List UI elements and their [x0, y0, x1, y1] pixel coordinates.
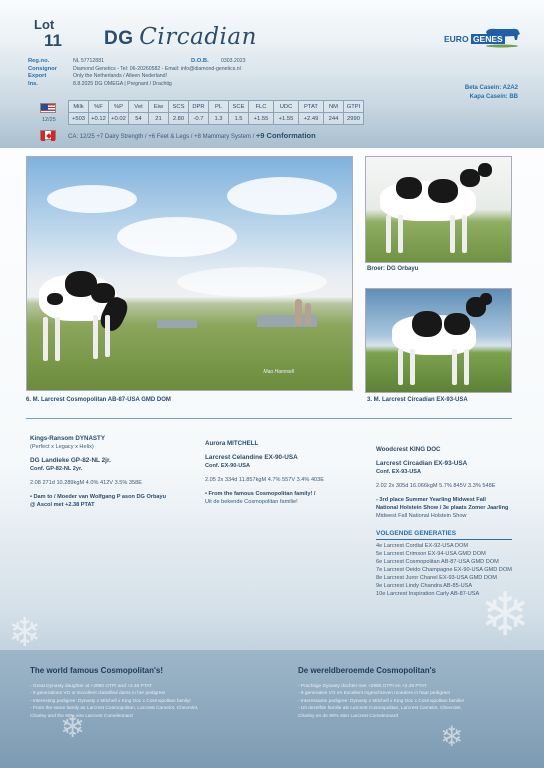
list-item: 4e Larcrest Cordial EX-92-USA DOM: [376, 542, 469, 549]
beta-casein: Beta Casein: A2A2: [464, 85, 518, 91]
page-title: [104, 24, 257, 50]
index-header: Vet: [129, 101, 149, 113]
index-header: FLC: [249, 101, 274, 113]
index-value: +503: [69, 113, 89, 125]
index-value: 1.5: [229, 113, 249, 125]
title-prefix: DG: [104, 28, 134, 49]
photo-watermark: Mao Hannsell: [263, 369, 294, 375]
index-header-row: [69, 101, 364, 113]
us-flag-icon: [40, 103, 56, 113]
ins-label: Ins.: [28, 80, 38, 87]
brother-photo: [365, 156, 512, 263]
us-index-table: [68, 100, 364, 125]
granddam-column: [205, 440, 365, 506]
footer-line: - Great Dynasty daughter at +2990 GTPI and +2.49 PTAT: [30, 684, 153, 689]
footer-line: - From the same family as Larcrest Cosmopolitan, Larcrest Camelot, Chevrolet,: [30, 706, 199, 712]
index-header: GTPI: [344, 101, 364, 113]
sire-pedigree: (Perfect x Legacy x Helix): [30, 444, 94, 450]
ca-index-text: CA: 12/25 +7 Dairy Strength / +6 Feet & Legs / +8 Mammary System /: [68, 134, 256, 140]
export-label: Export: [28, 73, 47, 80]
sire-column: [30, 435, 190, 509]
ca-index-line: [68, 131, 316, 140]
index-header: SCS: [169, 101, 189, 113]
dam-note: • Dam to / Moeder van Wolfgang P ason DG Orbayu: [30, 494, 167, 500]
great-granddam-conformation: Conf. EX-93-USA: [376, 469, 422, 475]
index-value: +0.02: [109, 113, 129, 125]
granddam-name: Larcrest Celandine EX-90-USA: [205, 454, 298, 461]
footer-line: - Prachtige Dynasty dochter met +2990 GTPI en +2.49 PTAT: [298, 684, 427, 689]
consignor-label: Consignor: [28, 65, 57, 72]
show-note: National Holstein Show / 3e plaats Zomer Jaarling: [376, 505, 509, 511]
list-item: 9e Larcrest Lindy Chandra AB-85-USA: [376, 582, 473, 589]
list-item: 8e Larcrest Juror Chanel EX-93-USA GMD DOM: [376, 574, 497, 581]
list-item: 7e Larcrest Oeido Champagne EX-90-USA GMD DOM: [376, 566, 512, 573]
footer-line: Charley and the 90% sire Larcrest Comeleonard: [30, 713, 133, 719]
cow-figure: [386, 293, 501, 391]
ins-value: 8.8.2025 DG OMEGA | Pregnant / Drachtig: [73, 80, 172, 87]
footer-line: - 9 generations VG or Excellent classified dams in her pedigree!: [30, 691, 166, 697]
sire-name: Kings-Ransom DYNASTY: [30, 435, 105, 442]
lot-label: Lot: [34, 17, 55, 32]
index-value: +1.55: [249, 113, 274, 125]
footer-text-nl: [298, 683, 538, 720]
divider: [26, 418, 512, 419]
list-item: 10e Larcrest Inspiration Carly AB-87-USA: [376, 590, 480, 597]
index-value: +1.55: [274, 113, 299, 125]
logo-euro: EURO: [444, 34, 469, 44]
index-header: Milk: [69, 101, 89, 113]
index-header: %P: [109, 101, 129, 113]
index-value: 2.80: [169, 113, 189, 125]
export-value: Only the Netherlands / Alleen Nederland!: [73, 73, 168, 80]
mggs-name: Woodcrest KING DOC: [376, 446, 441, 453]
great-granddam-column: [376, 446, 536, 598]
dob-value: 0303.2023: [221, 58, 246, 64]
footer-line: - 9 generaties VG en Excellent ingeschreven moeders in haar pedigree!: [298, 691, 451, 697]
dam-name: DG Landieke GP-82-NL 2jr.: [30, 457, 111, 464]
canada-flag-icon: [40, 130, 56, 140]
index-value: -0.7: [189, 113, 209, 125]
consignor-value: Diamond Genetics - Tel: 06-20260582 - Email: info@diamond-genetics.nl: [73, 65, 241, 72]
us-index-date: 12/25: [42, 117, 56, 123]
main-cow-photo: [26, 156, 353, 391]
show-note: Midwest Fall National Holstein Show: [376, 513, 467, 519]
index-value: +2.49: [299, 113, 324, 125]
logo-text: [444, 34, 505, 44]
regno-label: Reg.no.: [28, 58, 50, 64]
logo-genes: GENES: [472, 34, 503, 44]
footer-line: Charley en de 90% stier Larcrest Comeleonard: [298, 713, 398, 719]
dam-photo: [365, 288, 512, 393]
show-note: - 3rd place Summer Yearling Midwest Fall: [376, 497, 486, 503]
great-granddam-name: Larcrest Circadian EX-93-USA: [376, 460, 468, 467]
footer: ❄ ❄ ❄ ❄: [0, 650, 544, 768]
list-item: 6e Larcrest Cosmopolitan AB-87-USA GMD DOM: [376, 558, 499, 565]
dam-photo-caption: 3. M. Larcrest Circadian EX-93-USA: [367, 397, 468, 403]
index-header: SCE: [229, 101, 249, 113]
footer-line: - Interessante pedigree: Dynasty x Mitchell x King Doc x Cosmopolitan familie!: [298, 698, 465, 704]
footer-title-en: The world famous Cosmopolitan's!: [30, 666, 164, 675]
index-value: 244: [324, 113, 344, 125]
index-value: 54: [129, 113, 149, 125]
index-value: +0.12: [89, 113, 109, 125]
title-name: Circadian: [139, 24, 257, 50]
great-granddam-production: 2.02 2x 305d 16.066kgM 5.7% 845V 3.3% 548E: [376, 483, 496, 489]
index-header: NM: [324, 101, 344, 113]
index-value: 21: [149, 113, 169, 125]
granddam-production: 2.05 2x 334d 11.857kgM 4.7% 557V 3.4% 403E: [205, 477, 325, 483]
euro-genes-logo: [444, 20, 522, 60]
animal-info: [28, 58, 246, 88]
list-item: 5e Larcrest Crimson EX-94-USA GMD DOM: [376, 550, 486, 557]
regno-value: NL 57712881: [73, 58, 104, 64]
index-header: %F: [89, 101, 109, 113]
header: [0, 0, 544, 148]
dob-label: D.O.B.: [191, 58, 209, 64]
index-header: PTAT: [299, 101, 324, 113]
index-value: 1.3: [209, 113, 229, 125]
footer-line: - Uit dezelfde familie als Larcrest Cosmopolitan, Larcrest Camelot, Chevrolet,: [298, 706, 462, 712]
main-photo-caption: 6. M. Larcrest Cosmopolitan AB-87-USA GMD DOM: [26, 397, 171, 403]
granddam-note: Uit de bekende Cosmopolitan familie!: [205, 499, 298, 505]
index-header: Eiw: [149, 101, 169, 113]
cow-figure: [35, 265, 135, 365]
generations-title: VOLGENDE GENERATIES: [376, 530, 457, 537]
ca-conformation: +9 Conformation: [255, 131, 316, 140]
casein-info: [465, 84, 518, 102]
index-value-row: [69, 113, 364, 125]
footer-title-nl: De wereldberoemde Cosmopolitan's: [298, 666, 436, 675]
brother-caption: Broer: DG Orbayu: [367, 266, 419, 272]
index-header: PL: [209, 101, 229, 113]
cow-figure: [376, 163, 506, 258]
kapa-casein: Kapa Casein: BB: [469, 94, 518, 100]
dam-production: 2.08 271d 10.289kgM 4.0% 412V 3.5% 358E: [30, 480, 142, 486]
granddam-conformation: Conf. EX-90-USA: [205, 463, 251, 469]
mgs-name: Aurora MITCHELL: [205, 440, 259, 447]
granddam-note: • From the famous Cosmopolitan family! /: [205, 491, 316, 497]
index-header: DPR: [189, 101, 209, 113]
index-header: UDC: [274, 101, 299, 113]
dam-conformation: Conf. GP-82-NL 2yr.: [30, 466, 83, 472]
index-value: 2990: [344, 113, 364, 125]
lot-number: 11: [44, 31, 62, 50]
footer-line: - Interesting pedigree: Dynasty x Mitchell x King Doc x Cosmopolitan family!: [30, 698, 191, 704]
dam-note: @ Ascol met +2.38 PTAT: [30, 502, 95, 508]
footer-text-en: [30, 683, 280, 720]
